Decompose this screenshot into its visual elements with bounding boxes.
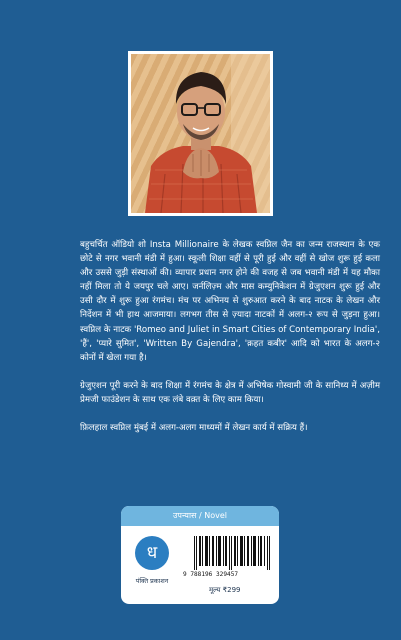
book-price: मूल्य ₹299 [209,586,241,594]
bio-paragraph-3: फ़िलहाल स्वप्निल मुंबई में अलग-अलग माध्यमों में लेखन कार्य में सक्रिय हैं। [80,423,308,434]
author-bio [80,238,380,435]
isbn-digits: 9 788196 329457 [183,571,239,578]
book-info-panel [121,506,279,604]
author-photo-frame [128,51,273,216]
isbn-barcode [192,536,272,570]
publisher-logo-icon: ध [135,536,169,570]
bio-paragraph-2: ग्रेजुएशन पूरी करने के बाद शिक्षा में रंगमंच के क्षेत्र में अभिषेक गोस्वामी जी के सानिध्य में अज़ीम प्रेमजी फाउंडेशन के साथ एक लंबे वक़्त के लिए काम किया। [80,380,380,405]
genre-label: उपन्यास / Novel [121,506,279,526]
bio-paragraph-1: बहुचर्चित ऑडियो शो Insta Millionaire के लेखक स्वप्निल जैन का जन्म राजस्थान के एक छोटे से नगर भवानी मंडी में हुआ। स्कूली शिक्षा वहीं से पूरी हुई और वहीं से खोज शुरू हुई कला और उससे जुड़ी संस्थाओं की। व्यापार प्रधान नगर होने की वजह से जब भवानी मंडी में यह मौका नहीं मिला तो ये जयपुर चले आए। जर्नलिज़्म और मास कम्युनिकेशन में ग्रेजुएशन शुरू हुई और उसी दौर में शुरू हुआ रंगमंच। मंच पर अभिनय से शुरुआत करने के बाद नाटक के लेखन और निर्देशन में भी हाथ आजमाया। लगभग तीस से ज़्यादा नाटकों में अलग-२ रूप से जुड़ना हुआ। स्वप्निल के नाटक 'Romeo and Juliet in Smart Cities of Contemporary India', 'हैं', 'प्यारे सुमित', 'Written By Gajendra', 'क़हत कबीर' आदि को भारत के अलग-२ कोनों में खेला गया है। [80,240,380,363]
author-portrait-image [131,54,270,213]
publisher-name: पंक्ति प्रकाशन [135,577,169,585]
author-photo [131,54,270,213]
